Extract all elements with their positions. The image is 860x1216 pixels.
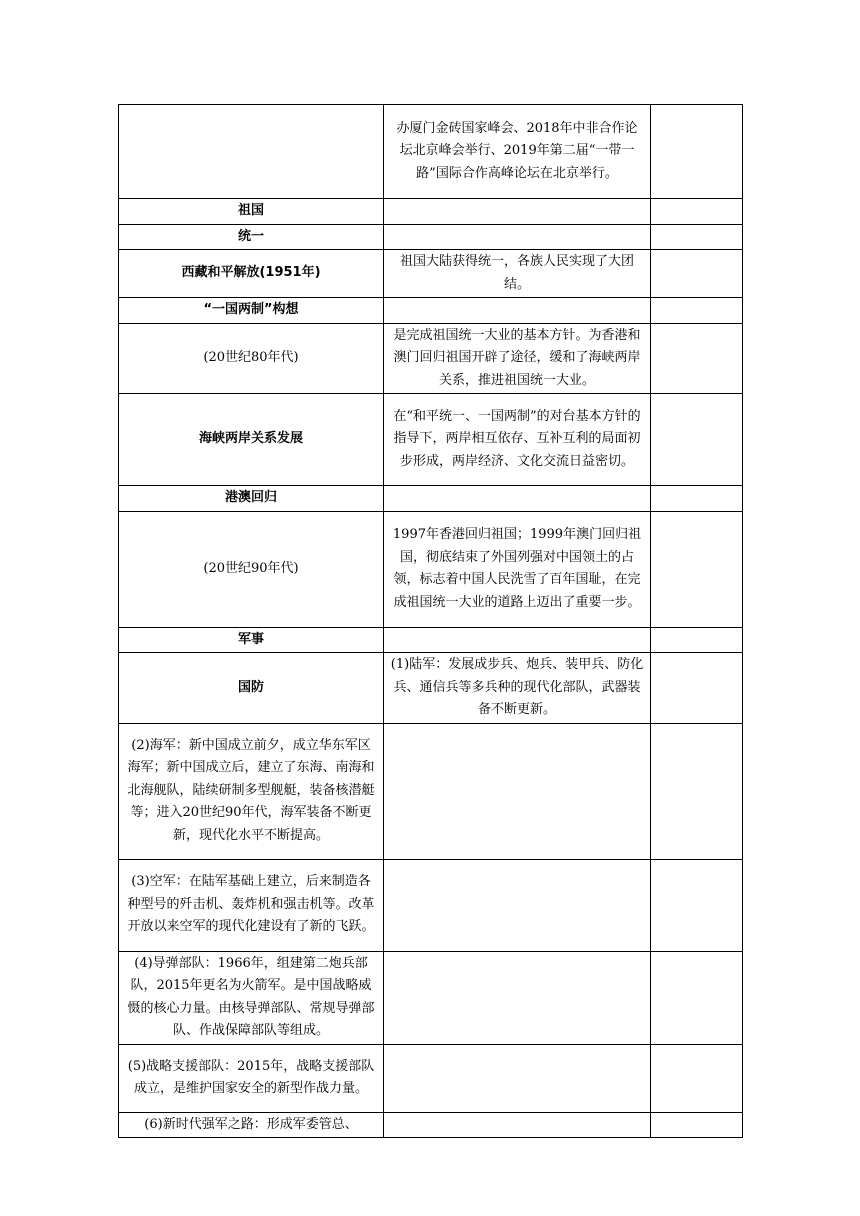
table-row <box>119 298 743 324</box>
table-cell <box>119 105 384 199</box>
table-row <box>119 1112 743 1138</box>
table-cell <box>651 486 743 512</box>
table-row <box>119 1044 743 1112</box>
table-cell: 统一 <box>119 224 384 250</box>
table-cell <box>651 394 743 486</box>
document-table <box>118 104 743 1138</box>
table-cell <box>384 1044 651 1112</box>
table-cell: 祖国 <box>119 199 384 225</box>
table-cell: (6)新时代强军之路：形成军委管总、 <box>119 1112 384 1138</box>
table-cell: 国防 <box>119 653 384 724</box>
table-cell <box>384 1112 651 1138</box>
table-row <box>119 859 743 951</box>
table-cell: (20世纪80年代) <box>119 323 384 394</box>
table-row <box>119 511 743 627</box>
table-cell <box>384 627 651 653</box>
table-cell: 西藏和平解放(1951年) <box>119 250 384 298</box>
table-cell: 军事 <box>119 627 384 653</box>
table-cell <box>384 859 651 951</box>
table-cell: 海峡两岸关系发展 <box>119 394 384 486</box>
table-cell: “一国两制”构想 <box>119 298 384 324</box>
table-cell: 办厦门金砖国家峰会、2018年中非合作论坛北京峰会举行、2019年第二届“一带一路”国际合作高峰论坛在北京举行。 <box>384 105 651 199</box>
table-cell: 在“和平统一、一国两制”的对台基本方针的指导下，两岸相互依存、互补互利的局面初步形成，两岸经济、文化交流日益密切。 <box>384 394 651 486</box>
table-cell: (1)陆军：发展成步兵、炮兵、装甲兵、防化兵、通信兵等多兵种的现代化部队，武器装备不断更新。 <box>384 653 651 724</box>
table-row <box>119 486 743 512</box>
table-cell: (3)空军：在陆军基础上建立，后来制造各种型号的歼击机、轰炸机和强击机等。改革开放以来空军的现代化建设有了新的飞跃。 <box>119 859 384 951</box>
table-row <box>119 951 743 1044</box>
table-row <box>119 199 743 225</box>
table-cell <box>384 951 651 1044</box>
table-cell: (20世纪90年代) <box>119 511 384 627</box>
table-cell <box>651 1112 743 1138</box>
table-cell <box>651 105 743 199</box>
table-cell <box>651 298 743 324</box>
table-cell <box>651 511 743 627</box>
table-cell: 是完成祖国统一大业的基本方针。为香港和澳门回归祖国开辟了途径，缓和了海峡两岸关系，推进祖国统一大业。 <box>384 323 651 394</box>
table-cell <box>384 486 651 512</box>
table-cell <box>384 199 651 225</box>
table-cell <box>651 323 743 394</box>
table-cell <box>384 298 651 324</box>
table-cell <box>651 1044 743 1112</box>
table-cell <box>651 653 743 724</box>
table-cell <box>384 723 651 859</box>
table-row <box>119 653 743 724</box>
table-row <box>119 627 743 653</box>
table-cell: 1997年香港回归祖国；1999年澳门回归祖国，彻底结束了外国列强对中国领土的占领，标志着中国人民洗雪了百年国耻，在完成祖国统一大业的道路上迈出了重要一步。 <box>384 511 651 627</box>
table-row <box>119 105 743 199</box>
table-cell <box>651 199 743 225</box>
table-cell <box>651 250 743 298</box>
table-row <box>119 394 743 486</box>
table-row <box>119 224 743 250</box>
table-cell <box>651 859 743 951</box>
table-row <box>119 723 743 859</box>
table-cell: (5)战略支援部队：2015年，战略支援部队成立，是维护国家安全的新型作战力量。 <box>119 1044 384 1112</box>
table-cell <box>651 224 743 250</box>
table-cell: 祖国大陆获得统一，各族人民实现了大团结。 <box>384 250 651 298</box>
table-cell <box>384 224 651 250</box>
table-cell: (4)导弹部队：1966年，组建第二炮兵部队，2015年更名为火箭军。是中国战略威慑的核心力量。由核导弹部队、常规导弹部队、作战保障部队等组成。 <box>119 951 384 1044</box>
table-cell <box>651 951 743 1044</box>
table-cell: (2)海军：新中国成立前夕，成立华东军区海军；新中国成立后，建立了东海、南海和北海舰队，陆续研制多型舰艇，装备核潜艇等；进入20世纪90年代，海军装备不断更新，现代化水平不断提高。 <box>119 723 384 859</box>
table-cell: 港澳回归 <box>119 486 384 512</box>
table-row <box>119 250 743 298</box>
table-cell <box>651 627 743 653</box>
table-cell <box>651 723 743 859</box>
table-row <box>119 323 743 394</box>
